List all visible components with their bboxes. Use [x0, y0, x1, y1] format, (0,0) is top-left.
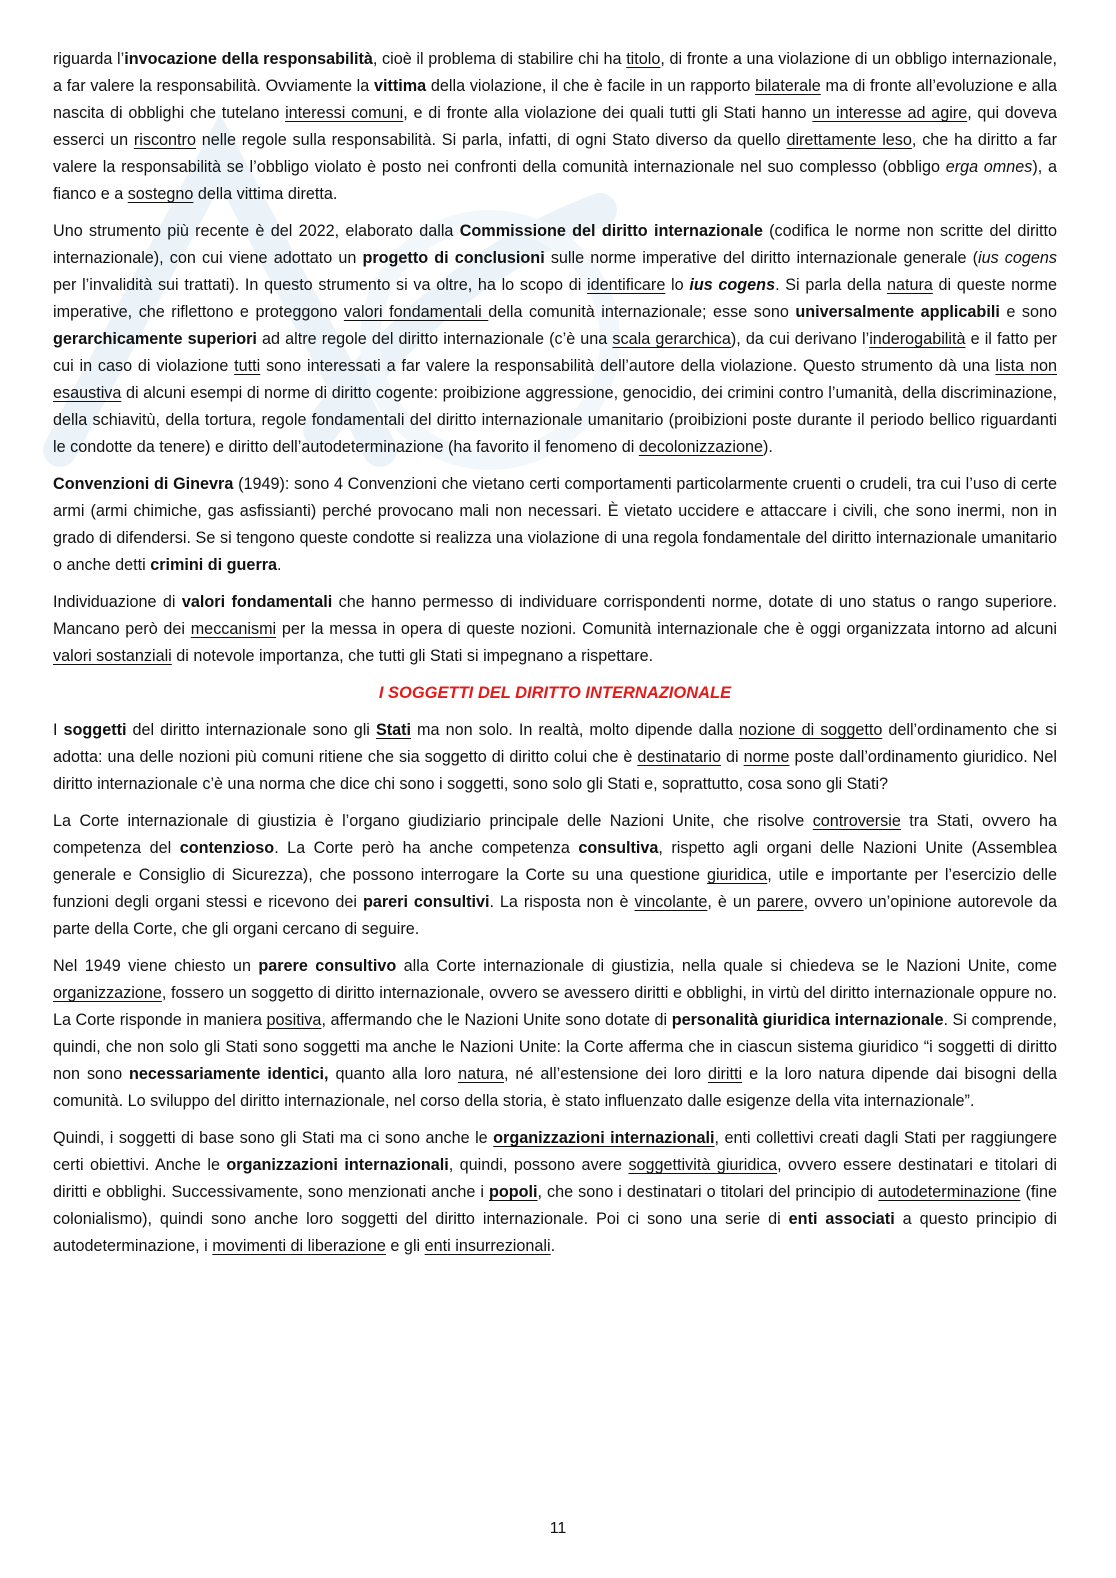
text-run: , qui doveva esserci un [53, 104, 1057, 149]
text-run: bilaterale [755, 77, 821, 95]
text-run: ). [763, 438, 773, 456]
text-run: poste dall’ordinamento giuridico. Nel diritto internazionale c’è una norma che dice chi sono i soggetti, sono solo gli Stati e, soprattutto, cosa sono gli Stati? [53, 748, 1057, 793]
text-run: ma di fronte all’evoluzione e alla nascita di obblighi che tutelano [53, 77, 1057, 122]
text-run: pareri consultivi [362, 893, 490, 911]
text-run: direttamente leso [786, 131, 912, 149]
text-run: gerarchicamente superiori [53, 330, 257, 348]
text-run: per l’invalidità sui trattati). In questo strumento si va oltre, ha lo scopo di [53, 276, 588, 294]
text-run: , utile e importante per l’esercizio delle funzioni degli organi stessi e ricevono dei [53, 866, 1057, 911]
text-run: per la messa in opera di queste nozioni. Comunità internazionale che è oggi organizzata intorno ad alcuni [276, 620, 1057, 638]
text-run: invocazione della responsabilità [124, 50, 373, 68]
text-run: (1949): sono 4 Convenzioni che vietano certi comportamenti particolarmente cruenti o crudeli, tra cui l’uso di certe armi (armi chimiche, gas asfissianti) perché provocano mali non necessari. È vietato uccidere e attaccare i civili, che sono inermi, non in grado di difendersi. Se si tengono queste condotte si realizza una violazione di una regola fondamentale del diritto internazionale umanitario o anche detti [53, 475, 1057, 574]
text-run: soggetti [63, 721, 127, 739]
paragraph [53, 808, 1057, 943]
text-run: vittima [374, 77, 427, 95]
text-run: personalità giuridica internazionale [671, 1011, 944, 1029]
text-run: natura [458, 1065, 504, 1083]
text-run: , che ha diritto a far valere la responsabilità se l’obbligo violato è posto nei confronti della comunità internazionale nel suo complesso (obbligo [53, 131, 1057, 176]
text-run: . La Corte però ha anche competenza [274, 839, 579, 857]
text-run: ius cogens [977, 249, 1057, 267]
text-run: tra Stati, ovvero ha competenza del [53, 812, 1057, 857]
text-run: positiva [266, 1011, 322, 1029]
text-run: diritti [707, 1065, 743, 1083]
text-run: di queste norme imperative, che riflettono e proteggono [53, 276, 1057, 321]
text-run: necessariamente identici, [129, 1065, 329, 1083]
text-run: parere consultivo [258, 957, 397, 975]
text-run: norme [743, 748, 790, 766]
text-run: quanto alla loro [328, 1065, 459, 1083]
document-page [53, 46, 1057, 1270]
text-run: consultiva [578, 839, 659, 857]
text-run: della comunità internazionale; esse sono [488, 303, 796, 321]
text-run: e il fatto per cui in caso di violazione [53, 330, 1057, 375]
text-run: di [721, 748, 744, 766]
paragraph [53, 218, 1057, 461]
text-run: del diritto internazionale sono gli [126, 721, 376, 739]
text-run: . Si comprende, quindi, che non solo gli Stati sono soggetti ma anche le Nazioni Unite: la Corte afferma che in ciascun sistema giuridico “i soggetti di diritto non sono [53, 1011, 1057, 1083]
paragraph [53, 589, 1057, 670]
text-run: decolonizzazione [638, 438, 764, 456]
text-run: crimini di guerra [150, 556, 278, 574]
text-run: parere [756, 893, 804, 911]
paragraph [53, 953, 1057, 1115]
text-run: . La risposta non è [489, 893, 635, 911]
text-run: La Corte internazionale di giustizia è l’organo giudiziario principale delle Nazioni Unite, che risolve [53, 812, 813, 830]
text-run: tutti [234, 357, 261, 375]
text-run: dell’ordinamento che si adotta: una delle nozioni più comuni ritiene che sia soggetto di diritto colui che è [53, 721, 1057, 766]
text-run: riguarda l’ [53, 50, 125, 68]
text-run: a questo principio di autodeterminazione, i [53, 1210, 1057, 1255]
text-run: , di fronte a una violazione di un obbligo internazionale, a far valere la responsabilità. Ovviamente la [53, 50, 1057, 95]
text-run: organizzazioni internazionali [493, 1129, 715, 1147]
page-number: 11 [549, 1520, 567, 1537]
text-run: lo [665, 276, 690, 294]
text-run: e gli [385, 1237, 425, 1255]
text-run: , né all’estensione dei loro [503, 1065, 708, 1083]
text-run: (fine colonialismo), quindi sono anche loro soggetti del diritto internazionale. Poi ci sono una serie di [53, 1183, 1057, 1228]
text-run: , che sono i destinatari o titolari del principio di [537, 1183, 879, 1201]
text-run: nozione di soggetto [738, 721, 883, 739]
text-run: nelle regole sulla responsabilità. Si parla, infatti, di ogni Stato diverso da quello [195, 131, 787, 149]
text-run: . Si parla della [775, 276, 887, 294]
text-run: enti insurrezionali [424, 1237, 551, 1255]
text-run: della violazione, il che è facile in un rapporto [426, 77, 756, 95]
text-run: e sono [999, 303, 1057, 321]
text-run: giuridica [706, 866, 768, 884]
text-run: un interesse ad agire [812, 104, 968, 122]
paragraph [53, 471, 1057, 579]
text-run: della vittima diretta. [193, 185, 338, 203]
section-heading: I SOGGETTI DEL DIRITTO INTERNAZIONALE [378, 684, 732, 702]
text-run: valori fondamentali [343, 303, 489, 321]
text-run: scala gerarchica [612, 330, 731, 348]
text-run: e la loro natura dipende dai bisogni della comunità. Lo sviluppo del diritto internazionale, nel corso della storia, è stato influenzato dalle esigenze della vita internazionale”. [53, 1065, 1057, 1110]
section-before-heading [53, 46, 1057, 670]
text-run: universalmente applicabili [795, 303, 1000, 321]
text-run: di notevole importanza, che tutti gli Stati si impegnano a rispettare. [171, 647, 654, 665]
text-run: che hanno permesso di individuare corrispondenti norme, dotate di uno status o rango superiore. Mancano però dei [53, 593, 1057, 638]
text-run: . [550, 1237, 556, 1255]
text-run: soggettività giuridica [628, 1156, 778, 1174]
text-run: sostegno [127, 185, 194, 203]
text-run: riscontro [133, 131, 196, 149]
text-run: , rispetto agli organi delle Nazioni Unite (Assemblea generale e Consiglio di Sicurezza), che possono interrogare la Corte su una questione [53, 839, 1057, 884]
text-run: interessi comuni [285, 104, 404, 122]
text-run: movimenti di liberazione [212, 1237, 386, 1255]
text-run: popoli [489, 1183, 538, 1201]
text-run: lista non esaustiva [53, 357, 1058, 402]
text-run: organizzazioni internazionali [226, 1156, 449, 1174]
text-run: , fossero un soggetto di diritto internazionale, ovvero se avessero diritti e obblighi, in virtù del diritto internazionale oppure no. La Corte risponde in maniera [53, 984, 1057, 1029]
text-run: enti associati [788, 1210, 895, 1228]
text-run: sulle norme imperative del diritto internazionale generale ( [544, 249, 978, 267]
text-run: ius cogens [689, 276, 776, 294]
text-run: Convenzioni di Ginevra [53, 475, 234, 493]
text-run: titolo [626, 50, 661, 68]
paragraph [53, 46, 1057, 208]
text-run: valori fondamentali [181, 593, 333, 611]
text-run: autodeterminazione [878, 1183, 1021, 1201]
text-run: Commissione del diritto internazionale [459, 222, 763, 240]
text-run: Uno strumento più recente è del 2022, elaborato dalla [53, 222, 460, 240]
text-run: ma non solo. In realtà, molto dipende dalla [411, 721, 739, 739]
text-run: progetto di conclusioni [362, 249, 545, 267]
text-run: I [53, 721, 64, 739]
text-run: , ovvero essere destinatari e titolari di diritti e obblighi. Successivamente, sono menzionati anche i [53, 1156, 1057, 1201]
text-run: ), a fianco e a [53, 158, 1057, 203]
text-run: di alcuni esempi di norme di diritto cogente: proibizione aggressione, genocidio, dei crimini contro l’umanità, della discriminazione, della schiavitù, della tortura, regole fondamentali del diritto internazionale umanitario (proibizioni poste durante il periodo bellico riguardanti le condotte da tenere) e diritto dell’autodeterminazione (ha favorito il fenomeno di [53, 384, 1057, 456]
text-run: controversie [812, 812, 901, 830]
text-run: ad altre regole del diritto internazionale (c’è una [256, 330, 613, 348]
text-run: meccanismi [190, 620, 277, 638]
text-run: , cioè il problema di stabilire chi ha [372, 50, 627, 68]
text-run: contenzioso [179, 839, 275, 857]
text-run: identificare [587, 276, 666, 294]
text-run: , quindi, possono avere [448, 1156, 629, 1174]
text-run: , enti collettivi creati dagli Stati per raggiungere certi obiettivi. Anche le [53, 1129, 1058, 1174]
text-run: , e di fronte alla violazione dei quali tutti gli Stati hanno [403, 104, 813, 122]
text-run: Quindi, i soggetti di base sono gli Stati ma ci sono anche le [53, 1129, 494, 1147]
text-run: Stati [375, 721, 412, 739]
text-run: organizzazione [53, 984, 162, 1002]
text-run: Nel 1949 viene chiesto un [53, 957, 259, 975]
text-run: . [277, 556, 282, 574]
paragraph [53, 1125, 1057, 1260]
text-run: ), da cui derivano l’ [730, 330, 870, 348]
text-run: natura [886, 276, 933, 294]
text-run: vincolante [634, 893, 708, 911]
paragraph [53, 717, 1057, 798]
text-run: , ovvero un’opinione autorevole da parte della Corte, che gli organi cercano di seguire. [53, 893, 1058, 938]
text-run: , è un [707, 893, 757, 911]
text-run: alla Corte internazionale di giustizia, nella quale si chiedeva se le Nazioni Unite, come [396, 957, 1057, 975]
text-run: valori sostanziali [53, 647, 172, 665]
text-run: inderogabilità [869, 330, 966, 348]
text-run: erga omnes [945, 158, 1033, 176]
text-run: Individuazione di [53, 593, 182, 611]
section-after-heading [53, 717, 1057, 1260]
text-run: destinatario [637, 748, 722, 766]
text-run: , affermando che le Nazioni Unite sono dotate di [321, 1011, 672, 1029]
text-run: sono interessati a far valere la responsabilità dell’autore della violazione. Questo strumento dà una [260, 357, 996, 375]
text-run: (codifica le norme non scritte del diritto internazionale), con cui viene adottato un [53, 222, 1058, 267]
